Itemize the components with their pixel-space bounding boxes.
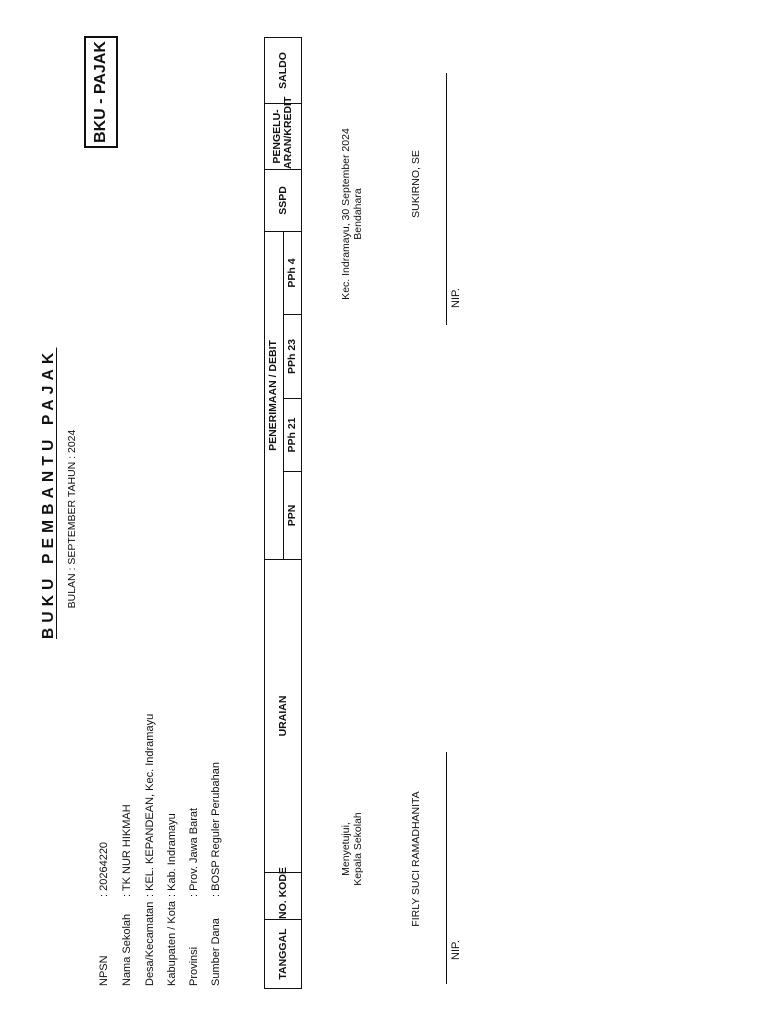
village-label: Desa/Kecamatan — [144, 901, 156, 986]
header-pengeluaran — [265, 96, 302, 169]
treasurer-title: Bendahara — [352, 188, 364, 240]
badge-label: BKU - PAJAK — [92, 41, 109, 143]
principal-signature-line — [446, 752, 447, 984]
header-pph4: PPh 4 — [283, 231, 302, 314]
treasurer-name: SUKIRNO, SE — [410, 150, 422, 218]
school-name-value: : TK NUR HIKMAH — [121, 804, 133, 897]
tax-ledger-table — [264, 38, 302, 989]
header-pengeluaran-line1: PENGELU- — [271, 109, 283, 164]
header-saldo: SALDO — [265, 37, 302, 103]
fund-source-value: : BOSP Reguler Perubahan — [210, 762, 222, 897]
approval-caption: Menyetujui, — [340, 822, 352, 876]
school-name-label: Nama Sekolah — [121, 913, 133, 986]
header-penerimaan: PENERIMAAN / DEBIT — [265, 231, 284, 559]
npsn-label: NPSN — [98, 955, 110, 986]
regency-label: Kabupaten / Kota — [166, 900, 178, 986]
treasurer-nip-label: NIP. — [450, 288, 462, 308]
header-ppn: PPN — [283, 472, 302, 560]
header-pph21: PPh 21 — [283, 399, 302, 472]
document-title: BUKU PEMBANTU PAJAK — [40, 347, 57, 639]
npsn-value: : 20264220 — [98, 841, 110, 897]
principal-nip-label: NIP. — [450, 940, 462, 960]
principal-title: Kepala Sekolah — [352, 812, 364, 886]
signing-place-date: Kec. Indramayu, 30 September 2024 — [340, 128, 352, 300]
header-tanggal: TANGGAL — [265, 920, 302, 989]
header-uraian: URAIAN — [265, 560, 302, 873]
header-sspd: SSPD — [265, 169, 302, 231]
regency-value: : Kab. Indramayu — [166, 813, 178, 897]
village-value: : KEL. KEPANDEAN, Kec. Indramayu — [144, 713, 156, 897]
province-value: : Prov. Jawa Barat — [188, 807, 200, 897]
document-period: BULAN : SEPTEMBER TAHUN : 2024 — [66, 429, 78, 609]
principal-name: FIRLY SUCI RAMADHANITA — [410, 791, 422, 927]
province-label: Provinsi — [188, 946, 200, 986]
treasurer-signature-line — [446, 73, 447, 325]
header-no-kode: NO. KODE — [265, 873, 302, 920]
bku-pajak-badge — [84, 36, 118, 148]
fund-source-label: Sumber Dana — [210, 918, 222, 986]
header-pengeluaran-line2: ARAN/KREDIT — [282, 96, 294, 169]
header-pph23: PPh 23 — [283, 315, 302, 399]
